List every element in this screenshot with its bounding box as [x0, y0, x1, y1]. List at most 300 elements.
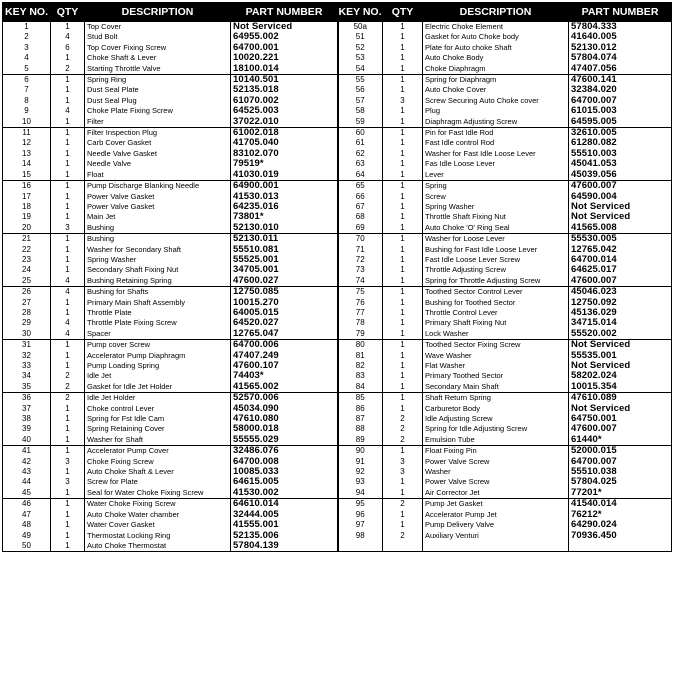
- description-cell: Spring: [423, 181, 569, 192]
- part-number-cell: 32384.020: [569, 85, 672, 95]
- key-no-cell: 42: [3, 457, 51, 467]
- table-row: [3, 446, 672, 457]
- key-no-cell: 76: [338, 298, 383, 308]
- key-no-cell: 44: [3, 477, 51, 487]
- part-number-cell: 47610.089: [569, 393, 672, 404]
- table-row: [3, 22, 672, 33]
- part-number-cell: 41530.013: [231, 192, 338, 202]
- table-row: [3, 43, 672, 53]
- part-number-cell: 41565.002: [231, 382, 338, 393]
- description-cell: Toothed Sector Control Lever: [423, 287, 569, 298]
- qty-cell: 1: [51, 255, 85, 265]
- part-number-cell: 18100.014: [231, 64, 338, 75]
- key-no-cell: 56: [338, 85, 383, 95]
- description-cell: Float Fixing Pin: [423, 446, 569, 457]
- table-row: [3, 106, 672, 116]
- description-cell: Pin for Fast Idle Rod: [423, 128, 569, 139]
- description-cell: Pump Discharge Blanking Needle: [85, 181, 231, 192]
- part-number-cell: [569, 541, 672, 552]
- table-row: [3, 510, 672, 520]
- key-no-cell: 85: [338, 393, 383, 404]
- table-row: [3, 424, 672, 434]
- description-cell: Spacer: [85, 329, 231, 340]
- description-cell: Filter Inspection Plug: [85, 128, 231, 139]
- part-number-cell: 57804.139: [231, 541, 338, 552]
- qty-cell: 1: [51, 75, 85, 86]
- key-no-cell: 86: [338, 404, 383, 414]
- qty-cell: 2: [51, 371, 85, 381]
- qty-cell: 4: [51, 276, 85, 287]
- description-cell: Choke Fixing Screw: [85, 457, 231, 467]
- part-number-cell: 64005.015: [231, 308, 338, 318]
- table-row: [3, 234, 672, 245]
- key-no-cell: 46: [3, 499, 51, 510]
- key-no-cell: 92: [338, 467, 383, 477]
- description-cell: Gasket for Idle Jet Holder: [85, 382, 231, 393]
- qty-cell: 2: [51, 393, 85, 404]
- description-cell: Plate for Auto choke Shaft: [423, 43, 569, 53]
- key-no-cell: 80: [338, 340, 383, 351]
- key-no-cell: 20: [3, 223, 51, 234]
- header-row: [3, 3, 672, 22]
- description-cell: Fast Idle control Rod: [423, 138, 569, 148]
- part-number-cell: 58000.018: [231, 424, 338, 434]
- key-no-cell: 18: [3, 202, 51, 212]
- description-cell: Shaft Return Spring: [423, 393, 569, 404]
- part-number-cell: 41565.008: [569, 223, 672, 234]
- key-no-cell: 15: [3, 170, 51, 181]
- part-number-cell: 47407.249: [231, 351, 338, 361]
- key-no-cell: 71: [338, 245, 383, 255]
- table-row: [3, 265, 672, 275]
- key-no-cell: 25: [3, 276, 51, 287]
- qty-cell: 6: [51, 43, 85, 53]
- qty-cell: 1: [51, 117, 85, 128]
- key-no-cell: 93: [338, 477, 383, 487]
- qty-cell: 3: [383, 467, 423, 477]
- description-cell: Seal for Water Choke Fixing Screw: [85, 488, 231, 499]
- qty-cell: 1: [383, 371, 423, 381]
- description-cell: Air Corrector Jet: [423, 488, 569, 499]
- part-number-cell: 64235.016: [231, 202, 338, 212]
- qty-cell: 1: [51, 170, 85, 181]
- part-number-cell: Not Serviced: [569, 404, 672, 414]
- table-row: [3, 467, 672, 477]
- key-no-cell: 7: [3, 85, 51, 95]
- part-number-cell: 52000.015: [569, 446, 672, 457]
- description-cell: Water Choke Fixing Screw: [85, 499, 231, 510]
- qty-cell: 1: [383, 234, 423, 245]
- description-cell: Wave Washer: [423, 351, 569, 361]
- description-cell: Washer for Shaft: [85, 435, 231, 446]
- qty-cell: 1: [51, 265, 85, 275]
- key-no-cell: 83: [338, 371, 383, 381]
- key-no-cell: 79: [338, 329, 383, 340]
- table-row: [3, 170, 672, 181]
- qty-cell: 1: [51, 181, 85, 192]
- part-number-cell: 10085.033: [231, 467, 338, 477]
- description-cell: Thermostat Locking Ring: [85, 531, 231, 541]
- key-no-cell: 4: [3, 53, 51, 63]
- part-number-cell: 55530.005: [569, 234, 672, 245]
- qty-cell: 3: [383, 96, 423, 106]
- key-no-cell: 89: [338, 435, 383, 446]
- part-number-cell: 47610.080: [231, 414, 338, 424]
- qty-cell: 1: [383, 510, 423, 520]
- key-no-cell: 2: [3, 32, 51, 42]
- qty-cell: 1: [51, 351, 85, 361]
- table-row: [3, 531, 672, 541]
- key-no-cell: 21: [3, 234, 51, 245]
- part-number-cell: 10020.221: [231, 53, 338, 63]
- part-number-cell: 79519*: [231, 159, 338, 169]
- qty-cell: 1: [51, 520, 85, 530]
- description-cell: Spring for Fst Idle Cam: [85, 414, 231, 424]
- description-cell: Auto Choke Thermostat: [85, 541, 231, 552]
- description-cell: Main Jet: [85, 212, 231, 222]
- description-cell: Top Cover: [85, 22, 231, 33]
- part-number-cell: 61280.082: [569, 138, 672, 148]
- description-cell: Fast Idle Loose Lever Screw: [423, 255, 569, 265]
- key-no-cell: 64: [338, 170, 383, 181]
- table-row: [3, 318, 672, 328]
- table-row: [3, 255, 672, 265]
- table-row: [3, 128, 672, 139]
- description-cell: Spring for Idle Adjusting Screw: [423, 424, 569, 434]
- table-row: [3, 64, 672, 75]
- part-number-cell: 64610.014: [231, 499, 338, 510]
- header-key-no-right: KEY NO.: [338, 3, 383, 22]
- part-number-cell: 61015.003: [569, 106, 672, 116]
- qty-cell: 1: [383, 192, 423, 202]
- part-number-cell: 76212*: [569, 510, 672, 520]
- key-no-cell: 82: [338, 361, 383, 371]
- part-number-cell: 47600.107: [231, 361, 338, 371]
- description-cell: Spring Retaining Cover: [85, 424, 231, 434]
- table-row: [3, 520, 672, 530]
- part-number-cell: 41705.040: [231, 138, 338, 148]
- qty-cell: 1: [51, 192, 85, 202]
- description-cell: Emulsion Tube: [423, 435, 569, 446]
- description-cell: Secondary Shaft Fixing Nut: [85, 265, 231, 275]
- part-number-cell: 64625.017: [569, 265, 672, 275]
- part-number-cell: 64700.007: [569, 96, 672, 106]
- part-number-cell: 10015.270: [231, 298, 338, 308]
- qty-cell: 1: [51, 404, 85, 414]
- description-cell: Power Valve Screw: [423, 477, 569, 487]
- key-no-cell: 22: [3, 245, 51, 255]
- table-row: [3, 276, 672, 287]
- key-no-cell: 9: [3, 106, 51, 116]
- key-no-cell: 47: [3, 510, 51, 520]
- description-cell: Choke Shaft & Lever: [85, 53, 231, 63]
- table-row: [3, 308, 672, 318]
- table-row: [3, 149, 672, 159]
- table-row: [3, 181, 672, 192]
- part-number-cell: 10140.501: [231, 75, 338, 86]
- key-no-cell: 45: [3, 488, 51, 499]
- key-no-cell: 48: [3, 520, 51, 530]
- description-cell: Pump Loading Spring: [85, 361, 231, 371]
- key-no-cell: 81: [338, 351, 383, 361]
- part-number-cell: 64700.014: [569, 255, 672, 265]
- qty-cell: 4: [51, 287, 85, 298]
- qty-cell: 1: [51, 234, 85, 245]
- part-number-cell: 74403*: [231, 371, 338, 381]
- table-row: [3, 212, 672, 222]
- qty-cell: 1: [383, 329, 423, 340]
- description-cell: Fas Idle Loose Lever: [423, 159, 569, 169]
- key-no-cell: 58: [338, 106, 383, 116]
- qty-cell: 2: [383, 424, 423, 434]
- key-no-cell: 69: [338, 223, 383, 234]
- part-number-cell: 12765.047: [231, 329, 338, 340]
- description-cell: Float: [85, 170, 231, 181]
- qty-cell: 1: [383, 298, 423, 308]
- part-number-cell: 12750.092: [569, 298, 672, 308]
- qty-cell: 1: [51, 541, 85, 552]
- key-no-cell: 84: [338, 382, 383, 393]
- key-no-cell: 91: [338, 457, 383, 467]
- description-cell: Washer for Loose Lever: [423, 234, 569, 245]
- part-number-cell: 41030.019: [231, 170, 338, 181]
- qty-cell: 1: [51, 159, 85, 169]
- description-cell: Auto Choke Shaft & Lever: [85, 467, 231, 477]
- key-no-cell: 75: [338, 287, 383, 298]
- table-row: [3, 340, 672, 351]
- part-number-cell: 32610.005: [569, 128, 672, 139]
- table-row: [3, 371, 672, 381]
- description-cell: Electric Choke Element: [423, 22, 569, 33]
- part-number-cell: 47407.056: [569, 64, 672, 75]
- description-cell: Accelerator Pump Diaphragm: [85, 351, 231, 361]
- description-cell: Idle Jet: [85, 371, 231, 381]
- qty-cell: 1: [383, 43, 423, 53]
- part-number-cell: 32444.005: [231, 510, 338, 520]
- qty-cell: 1: [383, 22, 423, 33]
- part-number-cell: 73801*: [231, 212, 338, 222]
- qty-cell: 1: [383, 181, 423, 192]
- description-cell: Throttle Plate Fixing Screw: [85, 318, 231, 328]
- part-number-cell: 61440*: [569, 435, 672, 446]
- qty-cell: 2: [383, 414, 423, 424]
- part-number-cell: 64900.001: [231, 181, 338, 192]
- key-no-cell: 37: [3, 404, 51, 414]
- key-no-cell: 11: [3, 128, 51, 139]
- qty-cell: 1: [51, 96, 85, 106]
- qty-cell: 1: [383, 128, 423, 139]
- table-row: [3, 245, 672, 255]
- description-cell: Dust Seal Plug: [85, 96, 231, 106]
- key-no-cell: 27: [3, 298, 51, 308]
- table-row: [3, 287, 672, 298]
- part-number-cell: 55535.001: [569, 351, 672, 361]
- qty-cell: 1: [51, 212, 85, 222]
- part-number-cell: 57804.025: [569, 477, 672, 487]
- key-no-cell: 87: [338, 414, 383, 424]
- part-number-cell: 64955.002: [231, 32, 338, 42]
- qty-cell: 1: [383, 64, 423, 75]
- key-no-cell: 50a: [338, 22, 383, 33]
- part-number-cell: 32486.076: [231, 446, 338, 457]
- key-no-cell: 29: [3, 318, 51, 328]
- key-no-cell: 8: [3, 96, 51, 106]
- table-row: [3, 329, 672, 340]
- key-no-cell: 17: [3, 192, 51, 202]
- description-cell: Choke Diaphragm: [423, 64, 569, 75]
- qty-cell: 1: [383, 318, 423, 328]
- description-cell: Spring Ring: [85, 75, 231, 86]
- key-no-cell: 98: [338, 531, 383, 541]
- qty-cell: 1: [51, 499, 85, 510]
- description-cell: Bushing for Fast Idle Loose Lever: [423, 245, 569, 255]
- qty-cell: 1: [383, 255, 423, 265]
- qty-cell: 1: [383, 223, 423, 234]
- part-number-cell: 64700.007: [569, 457, 672, 467]
- qty-cell: [383, 541, 423, 552]
- description-cell: Toothed Sector Fixing Screw: [423, 340, 569, 351]
- key-no-cell: 14: [3, 159, 51, 169]
- part-number-cell: 34715.014: [569, 318, 672, 328]
- qty-cell: 1: [383, 149, 423, 159]
- qty-cell: 1: [51, 245, 85, 255]
- part-number-cell: 37022.010: [231, 117, 338, 128]
- part-number-cell: 47600.007: [569, 276, 672, 287]
- parts-table: [2, 2, 672, 552]
- key-no-cell: 97: [338, 520, 383, 530]
- part-number-cell: 55520.002: [569, 329, 672, 340]
- description-cell: Pump Delivery Valve: [423, 520, 569, 530]
- key-no-cell: 60: [338, 128, 383, 139]
- table-row: [3, 117, 672, 128]
- qty-cell: 4: [51, 32, 85, 42]
- part-number-cell: 41555.001: [231, 520, 338, 530]
- key-no-cell: 40: [3, 435, 51, 446]
- description-cell: Lock Washer: [423, 329, 569, 340]
- key-no-cell: 24: [3, 265, 51, 275]
- table-row: [3, 404, 672, 414]
- qty-cell: 1: [51, 340, 85, 351]
- key-no-cell: 90: [338, 446, 383, 457]
- part-number-cell: 47600.007: [569, 181, 672, 192]
- table-row: [3, 477, 672, 487]
- qty-cell: 1: [51, 361, 85, 371]
- key-no-cell: 51: [338, 32, 383, 42]
- part-number-cell: 41540.014: [569, 499, 672, 510]
- description-cell: Power Valve Screw: [423, 457, 569, 467]
- table-row: [3, 138, 672, 148]
- part-number-cell: 45039.056: [569, 170, 672, 181]
- key-no-cell: 28: [3, 308, 51, 318]
- table-row: [3, 541, 672, 552]
- part-number-cell: 45034.090: [231, 404, 338, 414]
- qty-cell: 1: [383, 138, 423, 148]
- part-number-cell: 55555.029: [231, 435, 338, 446]
- part-number-cell: 83102.070: [231, 149, 338, 159]
- qty-cell: 1: [51, 308, 85, 318]
- key-no-cell: 5: [3, 64, 51, 75]
- part-number-cell: 64750.001: [569, 414, 672, 424]
- key-no-cell: 39: [3, 424, 51, 434]
- part-number-cell: 64700.001: [231, 43, 338, 53]
- table-row: [3, 393, 672, 404]
- part-number-cell: 47600.007: [569, 424, 672, 434]
- key-no-cell: 68: [338, 212, 383, 222]
- description-cell: Auto Choke Cover: [423, 85, 569, 95]
- qty-cell: 1: [383, 212, 423, 222]
- part-number-cell: 70936.450: [569, 531, 672, 541]
- table-row: [3, 351, 672, 361]
- part-number-cell: 41530.002: [231, 488, 338, 499]
- description-cell: Spring Washer: [85, 255, 231, 265]
- description-cell: Bushing for Shafts: [85, 287, 231, 298]
- key-no-cell: 13: [3, 149, 51, 159]
- header-qty-right: QTY: [383, 3, 423, 22]
- description-cell: Filter: [85, 117, 231, 128]
- key-no-cell: 33: [3, 361, 51, 371]
- key-no-cell: 55: [338, 75, 383, 86]
- qty-cell: 1: [51, 414, 85, 424]
- description-cell: Accelerator Pump Jet: [423, 510, 569, 520]
- qty-cell: 1: [51, 435, 85, 446]
- description-cell: Spring for Throttle Adjusting Screw: [423, 276, 569, 287]
- part-number-cell: 64520.027: [231, 318, 338, 328]
- part-number-cell: 64700.006: [231, 340, 338, 351]
- qty-cell: 1: [383, 446, 423, 457]
- part-number-cell: 52130.011: [231, 234, 338, 245]
- description-cell: Idle Adjusting Screw: [423, 414, 569, 424]
- part-number-cell: 52135.018: [231, 85, 338, 95]
- key-no-cell: 43: [3, 467, 51, 477]
- qty-cell: 2: [383, 531, 423, 541]
- key-no-cell: 3: [3, 43, 51, 53]
- part-number-cell: 57804.074: [569, 53, 672, 63]
- part-number-cell: 52130.010: [231, 223, 338, 234]
- qty-cell: 1: [383, 265, 423, 275]
- qty-cell: 2: [51, 382, 85, 393]
- table-row: [3, 223, 672, 234]
- description-cell: Spring for Diaphragm: [423, 75, 569, 86]
- qty-cell: 2: [51, 64, 85, 75]
- key-no-cell: 63: [338, 159, 383, 169]
- key-no-cell: 73: [338, 265, 383, 275]
- qty-cell: 1: [51, 138, 85, 148]
- key-no-cell: 38: [3, 414, 51, 424]
- description-cell: Idle Jet Holder: [85, 393, 231, 404]
- table-row: [3, 499, 672, 510]
- description-cell: Primary Shaft Fixing Nut: [423, 318, 569, 328]
- key-no-cell: 10: [3, 117, 51, 128]
- qty-cell: 1: [51, 446, 85, 457]
- description-cell: Power Valve Gasket: [85, 202, 231, 212]
- key-no-cell: 53: [338, 53, 383, 63]
- header-qty: QTY: [51, 3, 85, 22]
- qty-cell: 1: [51, 531, 85, 541]
- qty-cell: 1: [383, 488, 423, 499]
- table-row: [3, 435, 672, 446]
- key-no-cell: 30: [3, 329, 51, 340]
- table-row: [3, 298, 672, 308]
- key-no-cell: 59: [338, 117, 383, 128]
- key-no-cell: 62: [338, 149, 383, 159]
- qty-cell: 1: [51, 424, 85, 434]
- table-row: [3, 85, 672, 95]
- qty-cell: 1: [383, 75, 423, 86]
- table-row: [3, 382, 672, 393]
- description-cell: Choke Plate Fixing Screw: [85, 106, 231, 116]
- part-number-cell: Not Serviced: [569, 212, 672, 222]
- qty-cell: 1: [51, 202, 85, 212]
